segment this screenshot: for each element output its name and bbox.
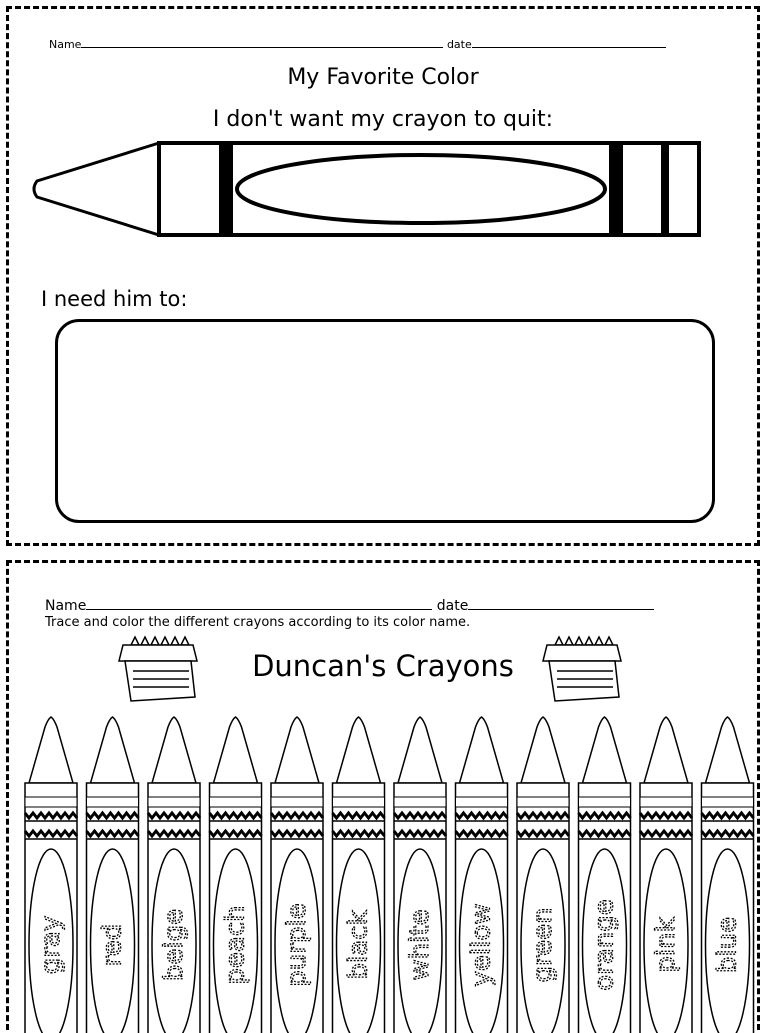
crayon-band-left [219,143,233,235]
crayon-color-word: black [343,910,374,980]
crayon-collar [210,797,262,807]
crayon-red[interactable] [87,717,139,1033]
crayon-orange[interactable] [579,717,631,1033]
duncans-crayons-worksheet [6,560,760,1030]
name-label: Name [49,38,82,51]
crayon-collar [271,797,323,807]
big-crayon-outline [31,137,707,237]
name-date-line-bottom [45,597,654,614]
crayon-collar [456,797,508,807]
crayon-color-word: blue [712,916,743,974]
crayon-color-word: pink [651,917,681,973]
crayon-blue[interactable] [702,717,754,1033]
date-blank[interactable] [468,597,654,610]
crayon-color-word: purple [282,903,312,987]
crayon-purple[interactable] [271,717,323,1033]
crayon-peach[interactable] [210,717,262,1033]
crayon-collar [517,797,569,807]
answer-box[interactable] [55,319,715,523]
crayon-box-icon [541,635,625,705]
crayon-band-right-1 [609,143,623,235]
crayon-color-word: yellow [466,903,497,987]
crayon-tip [34,143,159,235]
crayon-beige[interactable] [148,717,200,1033]
favorite-color-worksheet [6,6,760,546]
page-title: My Favorite Color [287,65,479,90]
name-date-line-top [49,37,666,51]
crayon-collar [579,797,631,807]
crayon-row [15,713,755,1033]
crayon-collar [25,797,77,807]
crayon-collar [702,797,754,807]
crayon-tip [583,717,627,783]
crayon-band-right-2 [661,143,669,235]
crayon-color-word: green [528,907,558,983]
crayon-tip [398,717,442,783]
crayon-black[interactable] [333,717,385,1033]
crayon-collar [333,797,385,807]
crayon-color-word: gray [36,915,66,975]
crayon-tip [521,717,565,783]
crayon-collar [87,797,139,807]
instructions: Trace and color the different crayons according to its color name. [45,615,471,630]
crayon-tip [275,717,319,783]
crayon-green[interactable] [517,717,569,1033]
crayon-tip [29,717,73,783]
name-blank[interactable] [81,37,443,48]
crayon-color-word: orange [589,899,620,991]
worksheet-title: Duncan's Crayons [252,649,514,683]
date-blank[interactable] [472,37,666,48]
crayon-color-word: white [405,909,435,981]
crayon-label-oval[interactable] [237,155,605,223]
date-label: date [446,38,472,51]
crayon-tip [91,717,135,783]
crayon-tip [706,717,750,783]
crayon-color-word: red [97,923,128,967]
crayon-white[interactable] [394,717,446,1033]
crayon-tip [460,717,504,783]
crayon-box-icon [117,635,201,705]
crayon-collar [148,797,200,807]
crayon-color-word: peach [220,905,251,985]
crayon-color-word: beige [159,908,189,982]
name-label: Name [45,598,87,614]
crayon-prompt: I don't want my crayon to quit: [212,107,554,132]
crayon-tip [644,717,688,783]
need-label: I need him to: [41,287,188,311]
crayon-tip [214,717,258,783]
crayon-tip [152,717,196,783]
crayon-pink[interactable] [640,717,692,1033]
date-label: date [436,598,469,614]
crayon-collar [640,797,692,807]
name-blank[interactable] [86,597,432,610]
crayon-gray[interactable] [25,717,77,1033]
crayon-tip [337,717,381,783]
crayon-collar [394,797,446,807]
crayon-yellow[interactable] [456,717,508,1033]
